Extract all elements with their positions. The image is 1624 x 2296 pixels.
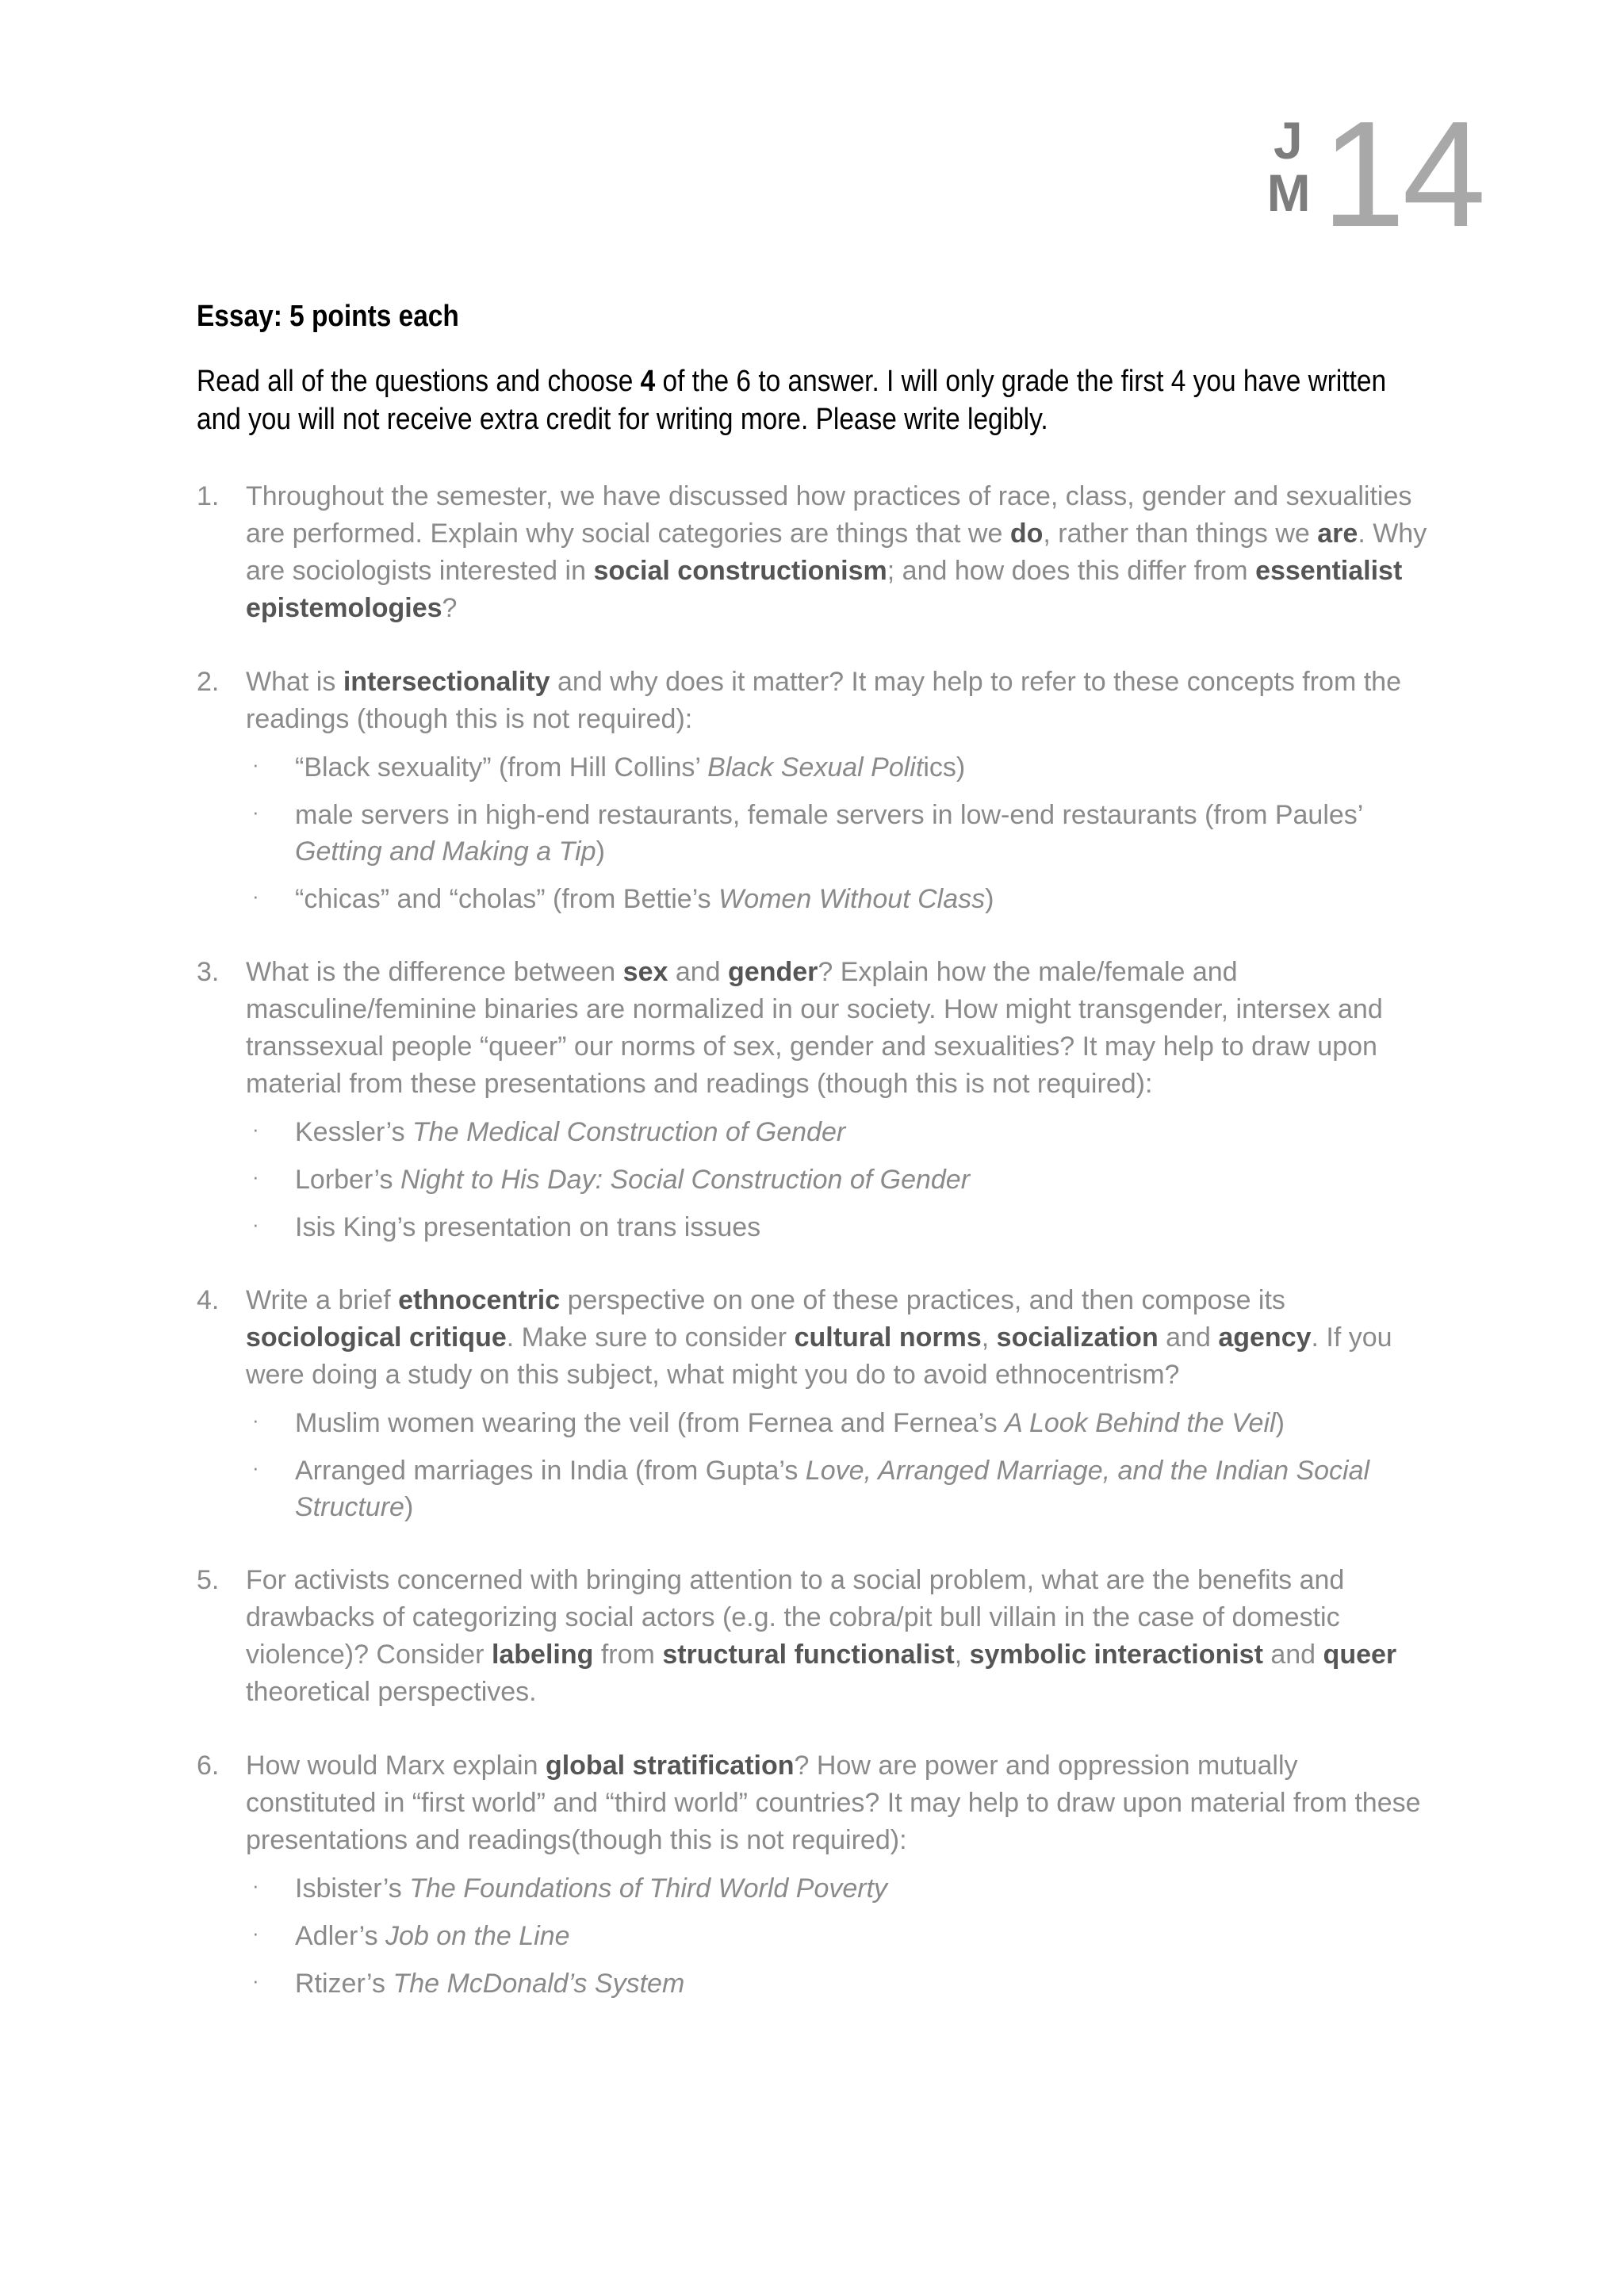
instructions <box>197 362 1432 438</box>
reading-list <box>246 749 1434 917</box>
question-number: 6. <box>197 1751 220 1781</box>
bullet-icon: · <box>252 1117 259 1141</box>
key-term: gender <box>728 957 818 987</box>
key-term: cultural norms <box>794 1322 982 1353</box>
question-text <box>246 1747 1434 1859</box>
work-title: The McDonald’s System <box>393 1969 685 1999</box>
key-term: labeling <box>491 1640 594 1670</box>
bullet-icon: · <box>252 1456 259 1479</box>
key-term: global stratification <box>545 1751 795 1781</box>
question-number: 5. <box>197 1565 220 1595</box>
instructions-count: 4 <box>640 365 656 398</box>
reading-item <box>246 1870 1434 1907</box>
reading-item <box>246 797 1434 870</box>
text-run: “chicas” and “cholas” (from Bettie’s <box>295 884 719 914</box>
text-run: and why does it matter? It may help to refer to these concepts from the readings (though this is not required): <box>246 667 1401 734</box>
work-title: The Foundations of Third World Poverty <box>409 1873 888 1904</box>
text-run: and <box>1262 1640 1323 1670</box>
text-run: Rtizer’s <box>295 1969 393 1999</box>
reading-list <box>246 1405 1434 1525</box>
question-text <box>246 954 1434 1103</box>
work-title: Women Without Class <box>718 884 986 914</box>
text-run: For activists concerned with bringing attention to a social problem, what are the benefits and drawbacks of categorizing social actors (e.g. the cobra/pit bull villain in the case of domestic violence)? Consider <box>246 1565 1345 1670</box>
question-item <box>197 478 1434 627</box>
reading-item <box>246 1405 1434 1441</box>
text-run: and <box>1158 1322 1219 1353</box>
question-text <box>246 1562 1434 1711</box>
text-run: theoretical perspectives. <box>246 1677 537 1707</box>
text-run: Throughout the semester, we have discussed how practices of race, class, gender and sexualities are performed. Explain why social categories are things that we <box>246 481 1412 549</box>
question-item <box>197 664 1434 917</box>
reading-item <box>246 1452 1434 1525</box>
bullet-icon: · <box>252 1408 259 1432</box>
reading-item <box>246 1161 1434 1198</box>
key-term: symbolic interactionist <box>969 1640 1263 1670</box>
question-item <box>197 1747 1434 2002</box>
text-run: ) <box>596 836 605 867</box>
bullet-icon: · <box>252 1212 259 1236</box>
text-run: “Black sexuality” (from Hill Collins’ <box>295 752 708 783</box>
initial-bottom: M <box>1266 163 1311 222</box>
key-term: do <box>1009 519 1044 549</box>
text-run: Write a brief <box>246 1285 399 1315</box>
key-term: structural functionalist <box>662 1640 955 1670</box>
key-term: queer <box>1323 1640 1397 1670</box>
text-run: ; and how does this differ from <box>887 556 1256 586</box>
question-list <box>197 478 1434 2002</box>
work-title: Love, Arranged Marriage, and the Indian Social Structure <box>295 1456 1370 1522</box>
work-title: Getting and Making a Tip <box>295 836 596 867</box>
text-run: ) <box>985 884 994 914</box>
text-run: Arranged marriages in India (from Gupta’s <box>295 1456 806 1486</box>
exam-content <box>197 300 1434 2038</box>
key-term: sex <box>622 957 668 987</box>
text-run: perspective on one of these practices, and then compose its <box>560 1285 1285 1315</box>
text-run: male servers in high-end restaurants, female servers in low-end restaurants (from Paules’ <box>295 800 1363 830</box>
page-number: 14 <box>1321 90 1483 258</box>
page-identifier <box>1266 90 1483 258</box>
key-term: essentialist epistemologies <box>246 556 1403 623</box>
key-term: sociological critique <box>246 1322 507 1353</box>
text-run: Isbister’s <box>295 1873 410 1904</box>
instructions-pre: Read all of the questions and choose <box>197 365 641 398</box>
reading-item <box>246 1965 1434 2002</box>
question-item <box>197 954 1434 1246</box>
reading-item <box>246 881 1434 917</box>
bullet-icon: · <box>252 1921 259 1945</box>
text-run: , rather than things we <box>1043 519 1318 549</box>
bullet-icon: · <box>252 1969 259 1992</box>
reading-item <box>246 749 1434 786</box>
key-term: are <box>1317 519 1358 549</box>
bullet-icon: · <box>252 1165 259 1188</box>
text-run: How would Marx explain <box>246 1751 546 1781</box>
text-run: ) <box>1275 1408 1285 1438</box>
text-run: Lorber’s <box>295 1165 400 1195</box>
text-run: Adler’s <box>295 1921 386 1951</box>
bullet-icon: · <box>252 884 259 908</box>
text-run: , <box>981 1322 997 1353</box>
work-title: A Look Behind the Veil <box>1005 1408 1276 1438</box>
question-number: 3. <box>197 957 220 987</box>
text-run: ? Explain how the male/female and masculine/feminine binaries are normalized in our society. How might transgender, intersex and transsexual people “queer” our norms of sex, gender and sexualities? It may help to draw upon material from these presentations and readings (though this is not required): <box>246 957 1383 1099</box>
initial-top: J <box>1273 111 1303 170</box>
text-run: ics) <box>923 752 966 783</box>
text-run: Muslim women wearing the veil (from Fernea and Fernea’s <box>295 1408 1005 1438</box>
text-run: ? <box>442 593 458 623</box>
text-run: . If you were doing a study on this subject, what might you do to avoid ethnocentrism? <box>246 1322 1392 1390</box>
reading-item <box>246 1918 1434 1954</box>
key-term: ethnocentric <box>398 1285 561 1315</box>
bullet-icon: · <box>252 752 259 776</box>
text-run: What is the difference between <box>246 957 623 987</box>
question-number: 1. <box>197 481 220 511</box>
section-heading: Essay: 5 points each <box>197 300 459 333</box>
text-run: , <box>954 1640 970 1670</box>
text-run: ? How are power and oppression mutually constituted in “first world” and “third world” countries? It may help to draw upon material from these presentations and readings(though this is not required): <box>246 1751 1421 1855</box>
text-run: . Make sure to consider <box>506 1322 795 1353</box>
text-run: ) <box>404 1492 414 1522</box>
reading-item <box>246 1114 1434 1150</box>
reading-item <box>246 1209 1434 1246</box>
text-run: Isis King’s presentation on trans issues <box>295 1212 761 1242</box>
initials <box>1266 111 1311 222</box>
text-run: from <box>593 1640 663 1670</box>
question-text <box>246 664 1434 738</box>
text-run: and <box>668 957 729 987</box>
text-run: . Why are sociologists interested in <box>246 519 1427 586</box>
work-title: Job on the Line <box>385 1921 570 1951</box>
reading-list <box>246 1870 1434 2002</box>
key-term: agency <box>1218 1322 1312 1353</box>
key-term: social constructionism <box>593 556 887 586</box>
work-title: Night to His Day: Social Construction of Gender <box>400 1165 971 1195</box>
text-run: What is <box>246 667 343 697</box>
bullet-icon: · <box>252 800 259 824</box>
instructions-post: of the 6 to answer. I will only grade the first 4 you have written and you will not receive extra credit for writing more. Please write legibly. <box>197 365 1387 436</box>
question-text <box>246 478 1434 627</box>
key-term: socialization <box>996 1322 1159 1353</box>
text-run: Kessler’s <box>295 1117 413 1147</box>
question-item <box>197 1282 1434 1525</box>
question-number: 2. <box>197 667 220 697</box>
reading-list <box>246 1114 1434 1246</box>
question-text <box>246 1282 1434 1394</box>
work-title: Black Sexual Polit <box>707 752 924 783</box>
key-term: intersectionality <box>343 667 550 697</box>
bullet-icon: · <box>252 1873 259 1897</box>
question-item <box>197 1562 1434 1711</box>
question-number: 4. <box>197 1285 220 1315</box>
work-title: The Medical Construction of Gender <box>412 1117 846 1147</box>
